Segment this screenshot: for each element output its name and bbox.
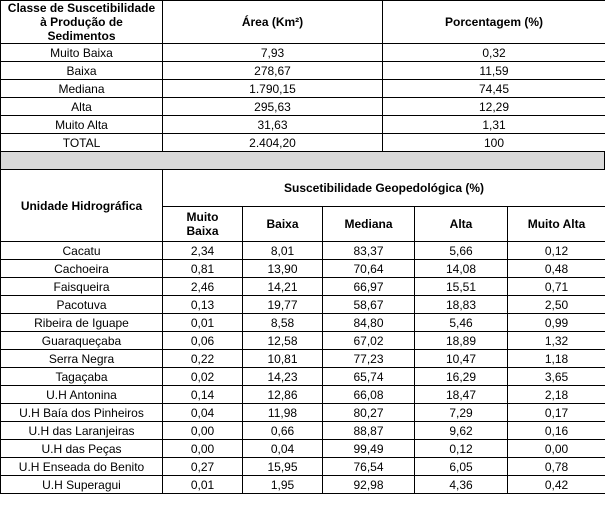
table-cell: 9,62	[415, 422, 508, 440]
table-cell: 2,50	[508, 296, 605, 314]
table-cell: 0,00	[508, 440, 605, 458]
table-cell: 18,89	[415, 332, 508, 350]
table-cell: Muito Alta	[1, 116, 163, 134]
table-row	[1, 404, 605, 422]
table-cell: 0,04	[243, 440, 323, 458]
table-cell: 10,81	[243, 350, 323, 368]
table-cell: 2.404,20	[163, 134, 383, 152]
table-cell: 77,23	[323, 350, 415, 368]
table-cell: 76,54	[323, 458, 415, 476]
table-cell: 18,47	[415, 386, 508, 404]
table-cell: 0,42	[508, 476, 605, 494]
table-cell: 19,77	[243, 296, 323, 314]
table-header-row	[1, 170, 605, 207]
table-row	[1, 116, 605, 134]
table-cell: 0,01	[163, 314, 243, 332]
table-cell: U.H das Peças	[1, 440, 163, 458]
table-row	[1, 440, 605, 458]
table-cell: 5,46	[415, 314, 508, 332]
table-cell: 0,04	[163, 404, 243, 422]
table-cell: 0,81	[163, 260, 243, 278]
table-cell: 5,66	[415, 242, 508, 260]
table-cell: 6,05	[415, 458, 508, 476]
table-cell: 7,29	[415, 404, 508, 422]
table-cell: 0,32	[383, 44, 605, 62]
table-cell: 0,00	[163, 440, 243, 458]
table-separator	[0, 152, 605, 169]
table-cell: Serra Negra	[1, 350, 163, 368]
table-cell: 15,51	[415, 278, 508, 296]
table-row	[1, 368, 605, 386]
table-cell: 4,36	[415, 476, 508, 494]
table-cell: Baixa	[1, 62, 163, 80]
table-cell: 14,21	[243, 278, 323, 296]
table-cell: Muito Baixa	[1, 44, 163, 62]
table-row	[1, 134, 605, 152]
table-cell: Ribeira de Iguape	[1, 314, 163, 332]
table-cell: 0,27	[163, 458, 243, 476]
column-header-medium: Mediana	[323, 207, 415, 242]
table-cell: 0,48	[508, 260, 605, 278]
table-cell: Alta	[1, 98, 163, 116]
table-row	[1, 260, 605, 278]
table-cell: 58,67	[323, 296, 415, 314]
table-cell: Pacotuva	[1, 296, 163, 314]
table-cell: U.H das Laranjeiras	[1, 422, 163, 440]
table-cell: 11,98	[243, 404, 323, 422]
table-cell: 10,47	[415, 350, 508, 368]
table-row	[1, 62, 605, 80]
table-cell: Tagaçaba	[1, 368, 163, 386]
geopedological-susceptibility-table	[0, 169, 605, 494]
table-cell: 92,98	[323, 476, 415, 494]
table-row	[1, 476, 605, 494]
table-cell: Cacatu	[1, 242, 163, 260]
table-cell: 100	[383, 134, 605, 152]
table-cell: 18,83	[415, 296, 508, 314]
table-cell: 12,29	[383, 98, 605, 116]
table-cell: 2,46	[163, 278, 243, 296]
table-cell: 1,95	[243, 476, 323, 494]
column-header-very-high: Muito Alta	[508, 207, 605, 242]
column-header-low: Baixa	[243, 207, 323, 242]
table-cell: 0,01	[163, 476, 243, 494]
table-cell: TOTAL	[1, 134, 163, 152]
table-cell: 31,63	[163, 116, 383, 134]
table-row	[1, 422, 605, 440]
table-cell: 0,02	[163, 368, 243, 386]
table-cell: 67,02	[323, 332, 415, 350]
table-cell: 0,12	[508, 242, 605, 260]
table-cell: 1,31	[383, 116, 605, 134]
table-cell: 0,13	[163, 296, 243, 314]
table-cell: 295,63	[163, 98, 383, 116]
table-cell: 99,49	[323, 440, 415, 458]
table-cell: 14,08	[415, 260, 508, 278]
table-cell: 12,86	[243, 386, 323, 404]
table-cell: 11,59	[383, 62, 605, 80]
table-cell: U.H Baía dos Pinheiros	[1, 404, 163, 422]
table-cell: 0,16	[508, 422, 605, 440]
table-cell: U.H Superagui	[1, 476, 163, 494]
table-cell: 1,18	[508, 350, 605, 368]
table-row	[1, 332, 605, 350]
table-cell: 12,58	[243, 332, 323, 350]
table-cell: 1,32	[508, 332, 605, 350]
table-cell: 16,29	[415, 368, 508, 386]
table-cell: 65,74	[323, 368, 415, 386]
column-header-high: Alta	[415, 207, 508, 242]
table-cell: 0,66	[243, 422, 323, 440]
table-row	[1, 278, 605, 296]
table-cell: 0,71	[508, 278, 605, 296]
table-cell: U.H Antonina	[1, 386, 163, 404]
table-cell: 0,00	[163, 422, 243, 440]
table-header-row	[1, 1, 605, 44]
table-cell: 15,95	[243, 458, 323, 476]
table-row	[1, 98, 605, 116]
column-header-class: Classe de Suscetibilidade à Produção de Sedimentos	[1, 1, 163, 44]
table-row	[1, 242, 605, 260]
column-header-unit: Unidade Hidrográfica	[1, 170, 163, 242]
table-row	[1, 458, 605, 476]
table-cell: 3,65	[508, 368, 605, 386]
table-cell: 2,18	[508, 386, 605, 404]
table-cell: 83,37	[323, 242, 415, 260]
table-cell: Mediana	[1, 80, 163, 98]
table-cell: 0,17	[508, 404, 605, 422]
table-cell: 0,12	[415, 440, 508, 458]
table-cell: 13,90	[243, 260, 323, 278]
table-row	[1, 296, 605, 314]
table-cell: 84,80	[323, 314, 415, 332]
table-row	[1, 44, 605, 62]
column-header-area: Área (Km²)	[163, 1, 383, 44]
table-cell: 66,08	[323, 386, 415, 404]
table-cell: 1.790,15	[163, 80, 383, 98]
table-cell: 0,99	[508, 314, 605, 332]
table-cell: 88,87	[323, 422, 415, 440]
table-cell: Guaraqueçaba	[1, 332, 163, 350]
table-cell: 8,01	[243, 242, 323, 260]
table-cell: 7,93	[163, 44, 383, 62]
table-cell: 70,64	[323, 260, 415, 278]
table-cell: Faisqueira	[1, 278, 163, 296]
table-row	[1, 350, 605, 368]
table-cell: 278,67	[163, 62, 383, 80]
table-cell: 66,97	[323, 278, 415, 296]
table-cell: Cachoeira	[1, 260, 163, 278]
table-row	[1, 386, 605, 404]
table-row	[1, 80, 605, 98]
column-header-very-low: Muito Baixa	[163, 207, 243, 242]
table-cell: U.H Enseada do Benito	[1, 458, 163, 476]
table-row	[1, 314, 605, 332]
table-cell: 14,23	[243, 368, 323, 386]
table-cell: 0,22	[163, 350, 243, 368]
column-header-percentage: Porcentagem (%)	[383, 1, 605, 44]
column-group-header: Suscetibilidade Geopedológica (%)	[163, 170, 605, 207]
table-cell: 0,78	[508, 458, 605, 476]
table-cell: 80,27	[323, 404, 415, 422]
table-cell: 2,34	[163, 242, 243, 260]
table-cell: 74,45	[383, 80, 605, 98]
table-cell: 8,58	[243, 314, 323, 332]
table-cell: 0,06	[163, 332, 243, 350]
sediment-susceptibility-table	[0, 0, 605, 152]
table-cell: 0,14	[163, 386, 243, 404]
